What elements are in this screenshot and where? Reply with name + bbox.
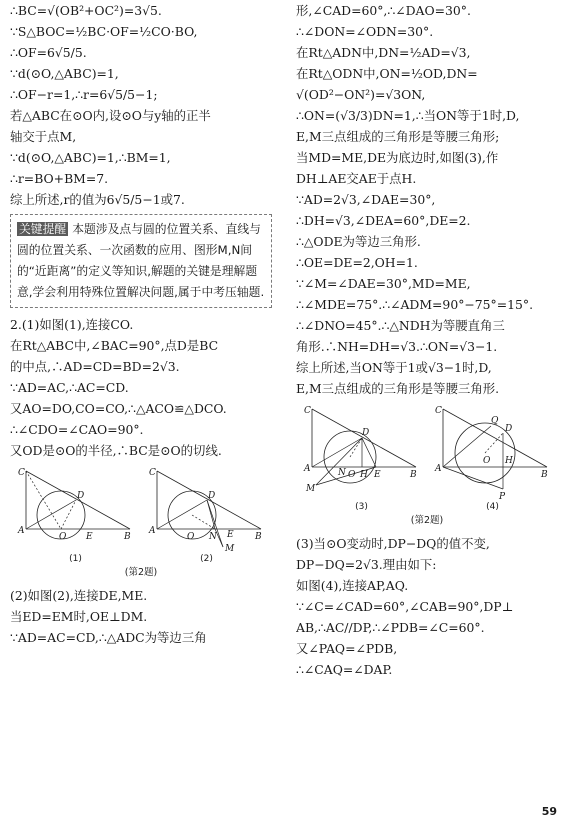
svg-text:C: C <box>303 406 311 416</box>
svg-text:B: B <box>123 532 131 542</box>
text-line: 形,∠CAD=60°,∴∠DAO=30°. <box>296 3 471 18</box>
svg-text:C: C <box>434 406 442 416</box>
text-line: ∴∠CDO=∠CAO=90°. <box>10 422 144 437</box>
svg-text:H: H <box>504 456 513 466</box>
text-line: ∴BC=√(OB²+OC²)=3√5. <box>10 3 162 18</box>
text-line: ∴r=BO+BM=7. <box>10 171 109 186</box>
figure-3-diagram <box>302 405 422 501</box>
text-line: 综上所述,当ON等于1或√3−1时,D, <box>296 360 492 375</box>
figure-3-caption: (3) <box>355 502 368 512</box>
svg-text:B: B <box>409 470 417 480</box>
text-line: ∴DH=√3,∠DEA=60°,DE=2. <box>296 213 471 228</box>
left-column <box>10 0 272 648</box>
page-number: 59 <box>541 805 557 818</box>
figure-4 <box>433 405 553 513</box>
text-line: AB,∴AC//DP,∴∠PDB=∠C=60°. <box>296 620 485 635</box>
svg-text:B: B <box>540 470 548 480</box>
text-line: 又∠PAQ=∠PDB, <box>296 641 398 656</box>
text-line: 轴交于点M, <box>10 129 77 144</box>
svg-text:E: E <box>226 530 234 540</box>
figure-1-caption: (1) <box>69 554 82 564</box>
text-line: ∴OF=6√5/5. <box>10 45 87 60</box>
text-line: ∴OF−r=1,∴r=6√5/5−1; <box>10 87 158 102</box>
svg-text:D: D <box>504 424 512 434</box>
figure-1-diagram <box>16 467 136 553</box>
svg-text:M: M <box>305 484 315 494</box>
svg-text:C: C <box>148 468 156 478</box>
svg-text:O: O <box>186 532 194 542</box>
text-line: ∴∠CAQ=∠DAP. <box>296 662 393 677</box>
svg-text:N: N <box>208 532 217 542</box>
svg-text:Q: Q <box>490 416 498 426</box>
text-line: 在Rt△ODN中,ON=½OD,DN= <box>296 66 478 81</box>
figure-2-caption: (2) <box>200 554 213 564</box>
figure-1 <box>16 467 136 565</box>
svg-text:D: D <box>76 491 84 501</box>
svg-text:A: A <box>17 526 24 536</box>
figure-title-left: (第2题) <box>124 567 158 578</box>
text-line: 角形.∴NH=DH=√3.∴ON=√3−1. <box>296 339 498 354</box>
figure-4-diagram <box>433 405 553 501</box>
text-line: 在Rt△ADN中,DN=½AD=√3, <box>296 45 471 60</box>
text-line: 综上所述,r的值为6√5/5−1或7. <box>10 192 185 207</box>
text-line: ∴ON=(√3/3)DN=1,∴当ON等于1时,D, <box>296 108 520 123</box>
text-line: ∵d(⊙O,△ABC)=1,∴BM=1, <box>10 150 171 165</box>
text-line: E,M三点组成的三角形是等腰三角形; <box>296 129 500 144</box>
svg-text:E: E <box>373 470 381 480</box>
text-line: 如图(4),连接AP,AQ. <box>296 578 409 593</box>
svg-text:O: O <box>347 470 355 480</box>
key-tip-box <box>10 214 272 308</box>
text-line: ∴∠MDE=75°.∴∠ADM=90°−75°=15°. <box>296 297 534 312</box>
svg-text:P: P <box>498 492 505 501</box>
text-line: ∵∠M=∠DAE=30°,MD=ME, <box>296 276 471 291</box>
text-line: 2.(1)如图(1),连接CO. <box>10 317 134 332</box>
text-line: √(OD²−ON²)=√3ON, <box>296 87 426 102</box>
svg-text:D: D <box>361 428 369 438</box>
svg-text:A: A <box>148 526 155 536</box>
text-line: 在Rt△ABC中,∠BAC=90°,点D是BC <box>10 338 219 353</box>
text-line: 当ED=EM时,OE⊥DM. <box>10 609 148 624</box>
text-line: ∴∠DNO=45°.∴△NDH为等腰直角三 <box>296 318 505 333</box>
text-line: DH⊥AE交AE于点H. <box>296 171 417 186</box>
svg-text:O: O <box>58 532 66 542</box>
text-line: ∵AD=2√3,∠DAE=30°, <box>296 192 436 207</box>
figure-row-1-2 <box>10 467 272 565</box>
svg-text:H: H <box>359 470 368 480</box>
text-line: 若△ABC在⊙O内,设⊙O与y轴的正半 <box>10 108 211 123</box>
text-line: (2)如图(2),连接DE,ME. <box>10 588 148 603</box>
figure-3 <box>302 405 422 513</box>
text-line: ∴OE=DE=2,OH=1. <box>296 255 418 270</box>
svg-text:A: A <box>303 464 310 474</box>
text-line: ∵S△BOC=½BC·OF=½CO·BO, <box>10 24 198 39</box>
text-line: 的中点,∴AD=CD=BD=2√3. <box>10 359 180 374</box>
text-line: (3)当⊙O变动时,DP−DQ的值不变, <box>296 536 490 551</box>
text-line: ∵AD=AC,∴AC=CD. <box>10 380 129 395</box>
figure-2-diagram <box>147 467 267 553</box>
figure-4-caption: (4) <box>486 502 499 512</box>
svg-text:B: B <box>254 532 262 542</box>
text-line: 又OD是⊙O的半径,∴BC是⊙O的切线. <box>10 443 222 458</box>
text-line: E,M三点组成的三角形是等腰三角形. <box>296 381 500 396</box>
svg-text:O: O <box>482 456 490 466</box>
text-line: ∴∠DON=∠ODN=30°. <box>296 24 434 39</box>
svg-text:C: C <box>17 468 25 478</box>
key-tip-text: 本题涉及点与圆的位置关系、直线与圆的位置关系、一次函数的应用、图形M,N间的“近距离”的定义等知识,解题的关键是理解题意,学会利用特殊位置解决问题,属于中考压轴题. <box>17 222 265 299</box>
right-column <box>296 0 558 680</box>
key-tip-title: 关键提醒 <box>19 222 67 236</box>
svg-text:D: D <box>207 491 215 501</box>
figure-row-3-4 <box>296 405 558 513</box>
svg-text:M: M <box>224 544 234 553</box>
svg-text:E: E <box>85 532 93 542</box>
text-line: ∵∠C=∠CAD=60°,∠CAB=90°,DP⊥ <box>296 599 514 614</box>
figure-title-right: (第2题) <box>410 515 444 526</box>
svg-text:N: N <box>337 468 346 478</box>
svg-text:A: A <box>434 464 441 474</box>
text-line: 又AO=DO,CO=CO,∴△ACO≌△DCO. <box>10 401 227 416</box>
text-line: 当MD=ME,DE为底边时,如图(3),作 <box>296 150 499 165</box>
text-line: ∵d(⊙O,△ABC)=1, <box>10 66 119 81</box>
text-line: DP−DQ=2√3.理由如下: <box>296 557 437 572</box>
text-line: ∵AD=AC=CD,∴△ADC为等边三角 <box>10 630 207 645</box>
text-line: ∴△ODE为等边三角形. <box>296 234 421 249</box>
figure-2 <box>147 467 267 565</box>
